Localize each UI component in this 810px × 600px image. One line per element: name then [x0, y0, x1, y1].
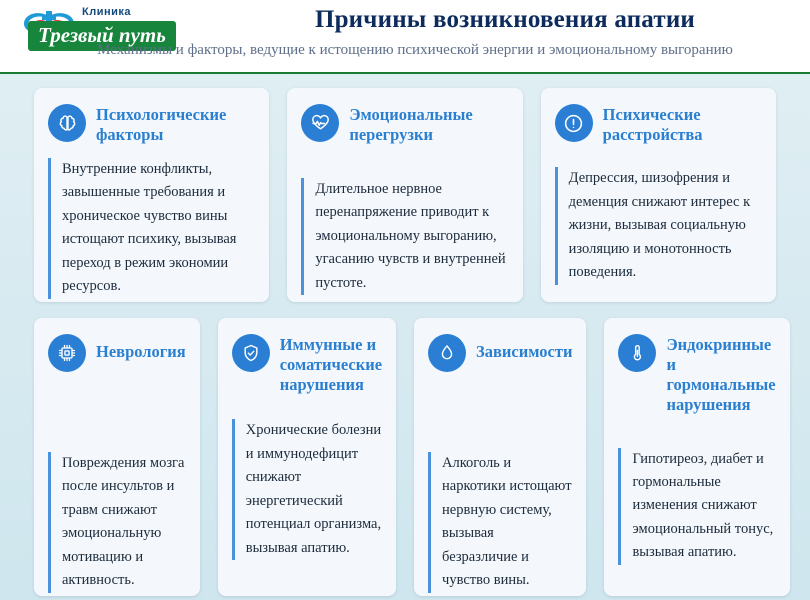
card-text: Депрессия, шизофрения и деменция снижают интерес к жизни, вызывая социальную изоляцию и монотонность поведения. [555, 167, 762, 284]
card-header [48, 104, 255, 144]
card-header [48, 334, 186, 374]
cards-grid [0, 76, 810, 596]
card-emotional-overload [287, 88, 522, 302]
card-addictions [414, 318, 586, 596]
card-header [555, 104, 762, 145]
card-neurology [34, 318, 200, 596]
card-text: Внутренние конфликты, завышенные требования и хроническое чувство вины истощают психику, вызывая переход в режим экономии ресурсов. [48, 158, 255, 299]
logo-brand-name: Трезвый путь [28, 21, 176, 51]
thermometer-icon [618, 334, 656, 372]
page-title: Причины возникновения апатии [314, 6, 696, 33]
card-title: Эмоциональные перегрузки [349, 105, 473, 145]
card-endocrine-hormonal [604, 318, 789, 596]
card-text: Повреждения мозга после инсультов и травм снижают эмоциональную мотивацию и активность. [48, 452, 186, 593]
page-subtitle: Механизмы и факторы, ведущие к истощению психической энергии и эмоциональному выгоранию [97, 42, 733, 58]
card-mental-disorders [541, 88, 776, 302]
card-header [232, 334, 382, 395]
chip-icon [48, 334, 86, 372]
card-title: Зависимости [476, 342, 573, 361]
card-immune-somatic [218, 318, 396, 596]
card-title: Психические расстройства [602, 105, 703, 145]
card-header [618, 334, 775, 416]
card-text: Гипотиреоз, диабет и гормональные изменения снижают эмоциональный тонус, вызывая апатию. [618, 448, 775, 565]
shield-check-icon [232, 334, 270, 372]
droplet-icon [428, 334, 466, 372]
card-text: Длительное нервное перенапряжение приводит к эмоциональному выгоранию, угасанию чувств и внутренней пустоте. [301, 178, 508, 295]
page-header [0, 0, 810, 74]
cards-row-bottom [34, 318, 776, 596]
card-text: Хронические болезни и иммунодефицит снижают энергетический потенциал организма, вызывая апатию. [232, 419, 382, 560]
heart-pulse-icon [301, 104, 339, 142]
card-psychological-factors [34, 88, 269, 302]
card-title: Неврология [96, 342, 186, 361]
card-header [428, 334, 572, 374]
card-header [301, 104, 508, 144]
logo-clinic-label: Клиника [82, 6, 131, 18]
brain-icon [48, 104, 86, 142]
cards-row-top [34, 88, 776, 302]
card-title: Иммунные и соматические нарушения [279, 335, 383, 395]
exclamation-circle-icon [555, 104, 593, 142]
card-title: Психологические факторы [96, 105, 227, 145]
card-title: Эндокринные и гормональные нарушения [666, 335, 776, 415]
card-text: Алкоголь и наркотики истощают нервную систему, вызывая безразличие и чувство вины. [428, 452, 572, 593]
